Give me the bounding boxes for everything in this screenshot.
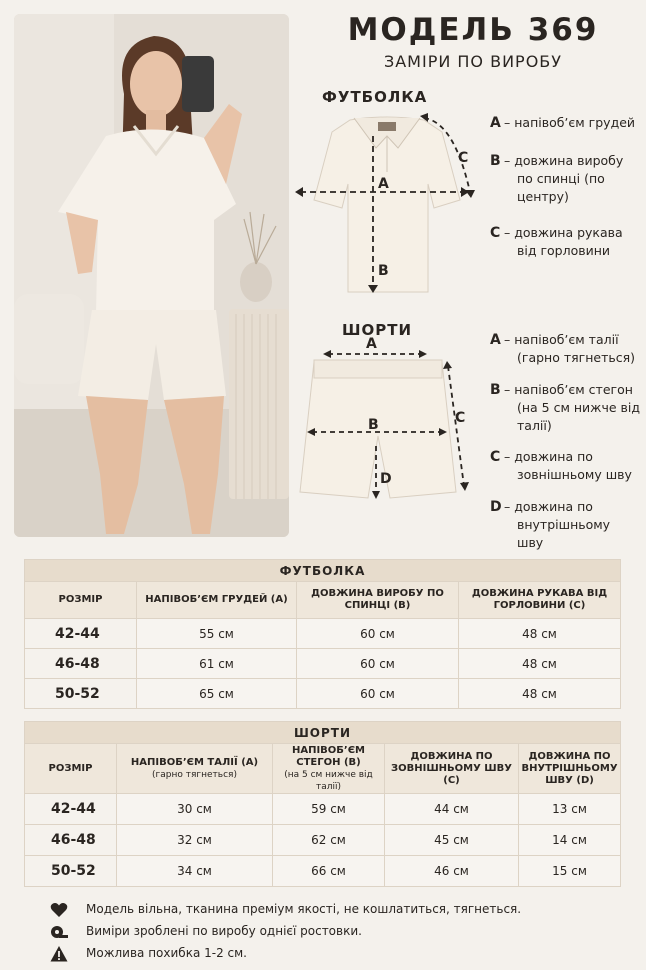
shorts-label: ШОРТИ bbox=[342, 321, 413, 339]
tshirt-legend-a: A – напівобʼєм грудей bbox=[490, 114, 640, 132]
tshirt-letter-b: B bbox=[378, 263, 390, 279]
column-header: НАПІВОБʼЄМ ГРУДЕЙ (А) bbox=[137, 582, 297, 619]
tshirt-legend-b: B – довжина виробу по спинці (по центру) bbox=[490, 152, 640, 206]
shorts-legend-b: B – напівобʼєм стегон (на 5 см нижче від талії) bbox=[490, 381, 640, 435]
column-header: ДОВЖИНА РУКАВА ВІД ГОРЛОВИНИ (С) bbox=[459, 582, 621, 619]
tshirt-letter-c: C bbox=[458, 150, 470, 166]
tshirt-legend-c: C – довжина рукава від горловини bbox=[490, 224, 640, 260]
shorts-diagram bbox=[292, 340, 482, 514]
shorts-legend-d: D – довжина по внутрішньому шву bbox=[490, 498, 640, 552]
tshirt-letter-a: A bbox=[378, 176, 390, 192]
model-photo bbox=[14, 14, 289, 537]
page-subtitle: ЗАМІРИ ПО ВИРОБУ bbox=[383, 52, 563, 71]
shorts-letter-c: C bbox=[455, 410, 467, 426]
table-row: 46-48 61 см 60 см 48 см bbox=[25, 649, 621, 679]
shorts-letter-a: A bbox=[366, 336, 378, 352]
size-header: РОЗМІР bbox=[25, 582, 137, 619]
shorts-legend-c: C – довжина по зовнішньому шву bbox=[490, 448, 640, 484]
shorts-letter-d: D bbox=[380, 471, 393, 487]
table-row: 42-44 30 см 59 см 44 см 13 см bbox=[25, 794, 621, 825]
column-header: НАПІВОБʼЄМ СТЕГОН (В) (на 5 см нижче від талії) bbox=[273, 744, 385, 794]
table-caption: ФУТБОЛКА bbox=[25, 560, 621, 582]
shorts-size-table bbox=[24, 721, 621, 887]
table-caption: ШОРТИ bbox=[25, 722, 621, 744]
table-row: 46-48 32 см 62 см 45 см 14 см bbox=[25, 825, 621, 856]
heart-icon bbox=[50, 901, 68, 919]
table-row: 50-52 65 см 60 см 48 см bbox=[25, 679, 621, 709]
column-header: ДОВЖИНА ПО ВНУТРІШНЬОМУ ШВУ (D) bbox=[519, 744, 621, 794]
table-row: 50-52 34 см 66 см 46 см 15 см bbox=[25, 856, 621, 887]
page-title: МОДЕЛЬ 369 bbox=[347, 12, 599, 48]
column-header: ДОВЖИНА ПО ЗОВНІШНЬОМУ ШВУ (С) bbox=[385, 744, 519, 794]
shorts-letter-b: B bbox=[368, 417, 380, 433]
table-row: 42-44 55 см 60 см 48 см bbox=[25, 619, 621, 649]
tshirt-size-table bbox=[24, 559, 621, 709]
column-header: ДОВЖИНА ВИРОБУ ПО СПИНЦІ (В) bbox=[297, 582, 459, 619]
measuring-tape-icon bbox=[50, 923, 68, 941]
column-header: НАПІВОБʼЄМ ТАЛІЇ (А) (гарно тягнеться) bbox=[117, 744, 273, 794]
warning-icon bbox=[50, 945, 68, 963]
shorts-legend-a: A – напівобʼєм талії (гарно тягнеться) bbox=[490, 331, 640, 367]
size-header: РОЗМІР bbox=[25, 744, 117, 794]
tshirt-label: ФУТБОЛКА bbox=[322, 88, 428, 106]
